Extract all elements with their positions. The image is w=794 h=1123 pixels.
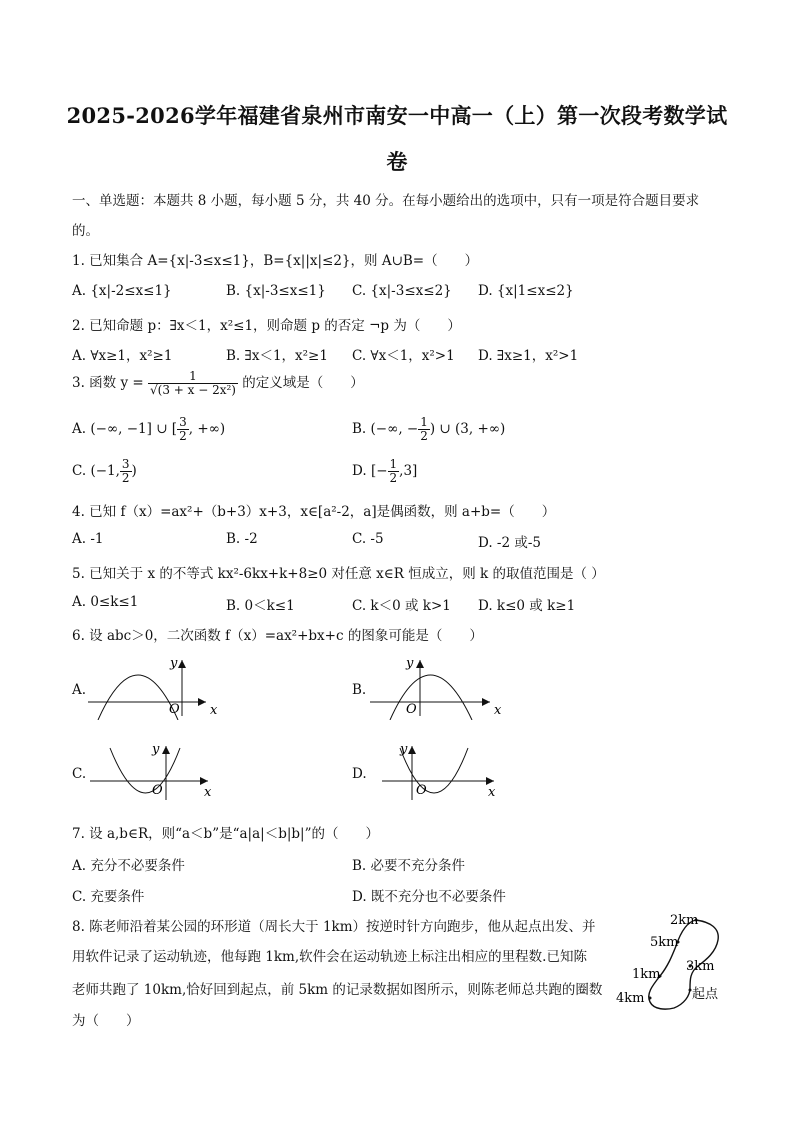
q6-graph-a-x-arrow-icon bbox=[198, 698, 206, 706]
q3-option-a-num: 3 bbox=[179, 415, 187, 429]
q3-fraction-denominator: √(3 + x − 2x²) bbox=[150, 383, 236, 397]
q6-graph-c-y-label: y bbox=[152, 742, 160, 757]
q2-option-d: D. ∃x≥1，x²>1 bbox=[478, 348, 579, 364]
q6-graph-b-parabola bbox=[390, 675, 472, 720]
q3-option-c-den: 2 bbox=[121, 471, 130, 485]
section-heading: 一、单选题：本题共 8 小题，每小题 5 分，共 40 分。在每小题给出的选项中，只有一项是符合题目要求 bbox=[72, 193, 700, 209]
q3-stem-prefix: 3. 函数 y = bbox=[72, 375, 144, 391]
q8-label-5km: 5km bbox=[650, 935, 679, 950]
q7-option-a: A. 充分不必要条件 bbox=[72, 858, 185, 874]
q8-label-start: 起点 bbox=[692, 987, 719, 1002]
q3-option-d-num: 1 bbox=[389, 457, 398, 471]
q1-option-b: B. {x|-3≤x≤1} bbox=[226, 283, 326, 299]
q7-option-d: D. 既不充分也不必要条件 bbox=[352, 889, 506, 905]
q5-option-a: A. 0≤k≤1 bbox=[72, 594, 139, 610]
q6-graph-c-origin: O bbox=[152, 783, 163, 798]
q3-option-b-text2: ) ∪ (3, +∞) bbox=[429, 421, 506, 437]
q8-track-figure bbox=[614, 910, 734, 1014]
q6-graph-d-y-label: y bbox=[400, 742, 408, 757]
exam-title-line2: 卷 bbox=[386, 149, 408, 174]
q6-graph-b-x-label: x bbox=[494, 703, 502, 718]
q3-stem bbox=[72, 370, 364, 397]
q8-label-3km: 3km bbox=[686, 959, 715, 974]
q8-mark-4km bbox=[649, 997, 652, 1000]
q5-option-d: D. k≤0 或 k≥1 bbox=[478, 598, 576, 614]
q5-stem: 5. 已知关于 x 的不等式 kx²-6kx+k+8≥0 对任意 x∈R 恒成立，则 k 的取值范围是（ ） bbox=[72, 566, 605, 582]
q5-option-b: B. 0＜k≤1 bbox=[226, 598, 295, 614]
q3-option-d-label: D. bbox=[352, 463, 367, 479]
q6-graph-b-y-arrow-icon bbox=[416, 660, 424, 668]
q6-graph-c-x-label: x bbox=[204, 785, 212, 800]
q3-fraction bbox=[148, 370, 238, 397]
q3-option-b bbox=[352, 416, 505, 443]
q3-option-b-text1: (−∞, − bbox=[370, 421, 419, 437]
q3-stem-suffix: 的定义域是（ ） bbox=[242, 375, 364, 391]
q6-graph-b-origin: O bbox=[406, 702, 417, 717]
q6-graph-b bbox=[370, 654, 510, 720]
q1-option-c: C. {x|-3≤x≤2} bbox=[352, 283, 452, 299]
q3-option-c-label: C. bbox=[72, 463, 87, 479]
q6-option-d-label: D. bbox=[352, 766, 367, 782]
q6-graph-c-x-arrow-icon bbox=[200, 777, 208, 785]
q8-stem-line2: 用软件记录了运动轨迹，他每跑 1km,软件会在运动轨迹上标注出相应的里程数.已知陈 bbox=[72, 949, 587, 965]
q2-option-b: B. ∃x＜1，x²≥1 bbox=[226, 348, 328, 364]
q1-stem: 1. 已知集合 A={x|-3≤x≤1}，B={x||x|≤2}，则 A∪B=（ ） bbox=[72, 253, 479, 269]
q6-graph-c-parabola bbox=[110, 748, 180, 793]
q3-option-d-fraction bbox=[388, 458, 400, 485]
q6-graph-b-y-label: y bbox=[406, 656, 414, 671]
q3-option-a-text1: (−∞, −1] ∪ [ bbox=[90, 421, 178, 437]
q4-stem: 4. 已知 f（x）=ax²+（b+3）x+3，x∈[a²-2，a]是偶函数，则 a+b=（ ） bbox=[72, 504, 556, 520]
q3-option-d-text1: [− bbox=[370, 463, 388, 479]
q6-graph-a-x-label: x bbox=[210, 703, 218, 718]
q4-option-a: A. -1 bbox=[72, 531, 104, 547]
q3-option-c-text2: ) bbox=[131, 463, 137, 479]
q6-graph-d bbox=[382, 738, 522, 804]
section-heading-cont: 的。 bbox=[72, 223, 99, 239]
q6-option-b-label: B. bbox=[352, 682, 367, 698]
q4-option-b: B. -2 bbox=[226, 531, 258, 547]
q6-graph-b-x-arrow-icon bbox=[482, 698, 490, 706]
q4-option-d: D. -2 或-5 bbox=[478, 535, 542, 551]
q3-option-a-text2: , +∞) bbox=[188, 421, 226, 437]
q6-graph-d-x-arrow-icon bbox=[486, 777, 494, 785]
q6-graph-a-parabola bbox=[98, 675, 178, 720]
q6-graph-d-origin: O bbox=[416, 783, 427, 798]
q4-option-c: C. -5 bbox=[352, 531, 384, 547]
q3-option-b-label: B. bbox=[352, 421, 367, 437]
q8-stem-line3: 老师共跑了 10km,恰好回到起点，前 5km 的记录数据如图所示，则陈老师总共跑的圈数 bbox=[72, 982, 603, 998]
q1-option-d: D. {x|1≤x≤2} bbox=[478, 283, 574, 299]
q3-fraction-numerator: 1 bbox=[148, 370, 238, 384]
q8-label-2km: 2km bbox=[670, 913, 699, 928]
q8-label-1km: 1km bbox=[632, 967, 661, 982]
q2-option-a: A. ∀x≥1，x²≥1 bbox=[72, 348, 173, 364]
q1-option-a: A. {x|-2≤x≤1} bbox=[72, 283, 172, 299]
q8-stem-line4: 为（ ） bbox=[72, 1013, 140, 1029]
q3-option-a-fraction bbox=[177, 416, 189, 443]
q3-option-a-den: 2 bbox=[179, 429, 187, 443]
q6-graph-a bbox=[88, 654, 228, 720]
q3-option-c bbox=[72, 458, 137, 485]
q3-option-c-num: 3 bbox=[121, 457, 130, 471]
q3-option-a-label: A. bbox=[72, 421, 87, 437]
q2-option-c: C. ∀x＜1，x²>1 bbox=[352, 348, 455, 364]
q3-option-a bbox=[72, 416, 225, 443]
q7-option-b: B. 必要不充分条件 bbox=[352, 858, 466, 874]
q6-graph-c-y-arrow-icon bbox=[162, 746, 170, 754]
q6-graph-a-y-arrow-icon bbox=[178, 660, 186, 668]
q6-graph-a-y-label: y bbox=[170, 656, 178, 671]
q6-graph-d-parabola bbox=[400, 748, 468, 793]
q6-option-a-label: A. bbox=[72, 682, 87, 698]
q3-option-d-text2: ,3] bbox=[399, 463, 418, 479]
q3-option-c-fraction bbox=[120, 458, 132, 485]
q6-graph-c bbox=[90, 738, 230, 804]
exam-title-line1: 2025-2026学年福建省泉州市南安一中高一（上）第一次段考数学试 bbox=[66, 103, 728, 128]
q2-stem: 2. 已知命题 p：∃x＜1，x²≤1，则命题 p 的否定 ¬p 为（ ） bbox=[72, 318, 461, 334]
q6-graph-d-x-label: x bbox=[488, 785, 496, 800]
q3-option-b-fraction bbox=[418, 416, 430, 443]
q3-option-c-text1: (−1, bbox=[90, 463, 120, 479]
q3-option-b-num: 1 bbox=[420, 415, 428, 429]
q6-graph-d-y-arrow-icon bbox=[408, 746, 416, 754]
q5-option-c: C. k＜0 或 k>1 bbox=[352, 598, 451, 614]
q6-option-c-label: C. bbox=[72, 766, 87, 782]
q6-graph-a-origin: O bbox=[169, 702, 180, 717]
q6-stem: 6. 设 abc＞0，二次函数 f（x）=ax²+bx+c 的图象可能是（ ） bbox=[72, 628, 483, 644]
q3-option-b-den: 2 bbox=[420, 429, 428, 443]
q8-stem-line1: 8. 陈老师沿着某公园的环形道（周长大于 1km）按逆时针方向跑步，他从起点出发、并 bbox=[72, 919, 596, 935]
q3-option-d-den: 2 bbox=[389, 471, 398, 485]
q3-option-d bbox=[352, 458, 417, 485]
q8-label-4km: 4km bbox=[616, 991, 645, 1006]
q7-option-c: C. 充要条件 bbox=[72, 889, 145, 905]
q7-stem: 7. 设 a,b∈R，则“a＜b”是“a|a|＜b|b|”的（ ） bbox=[72, 826, 379, 842]
